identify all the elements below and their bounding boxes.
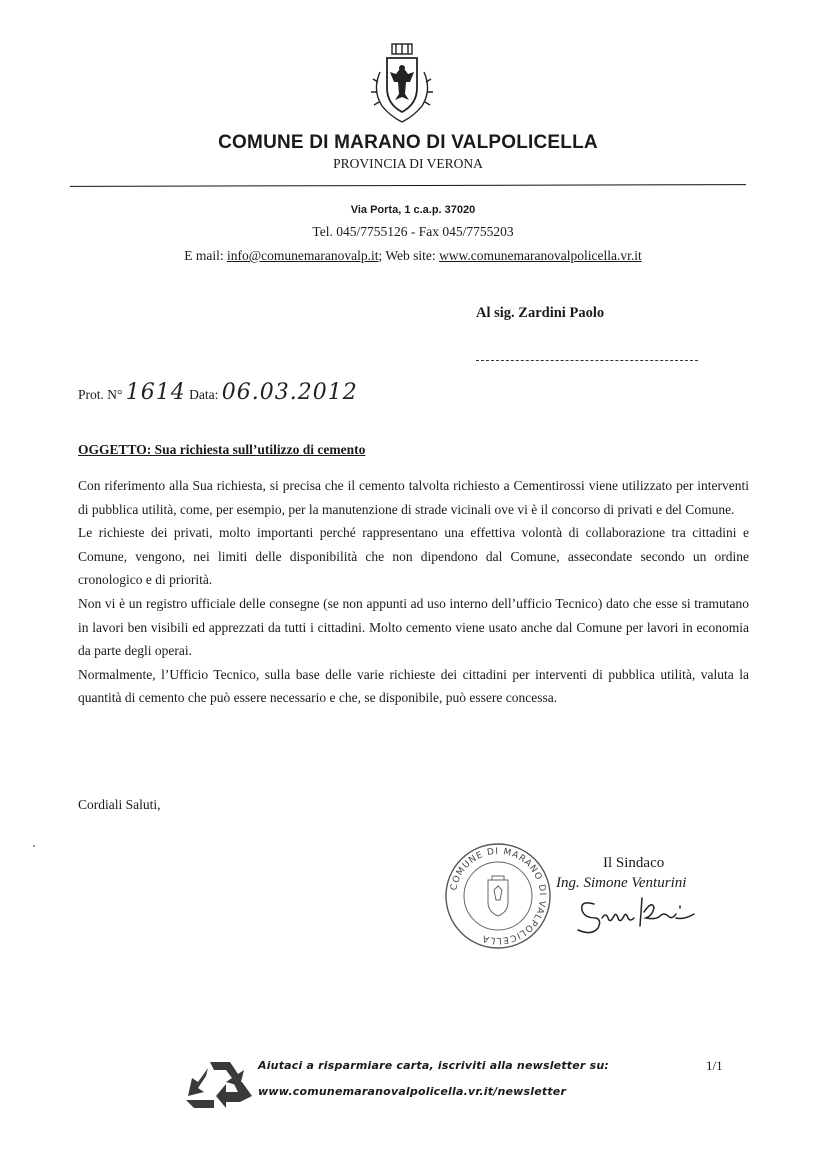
stamp-text: COMUNE DI MARANO DI VALPOLICELLA [449, 846, 548, 946]
email-link[interactable]: info@comunemaranovalp.it [227, 248, 379, 263]
body-paragraph: Le richieste dei privati, molto importanti perché rappresentano una effettiva volontà di collaborazione tra cittadini e Comune, vengono, nei limiti delle disponibilità che non dipendono dal Comune, assecondate secondo un ordine cronologico e di priorità. [78, 525, 749, 588]
body-paragraph: Non vi è un registro ufficiale delle consegne (se non appunti ad uso interno dell’ufficio Tecnico) dato che esse si tramutano in lavori ben visibili ed apprezzati da tutti i cittadini. Molto cemento viene usato anche dal Comune per lavori in economia da parte degli operai. [78, 595, 749, 659]
closing-greeting: Cordiali Saluti, [78, 797, 161, 812]
email-label: E mail: [184, 248, 227, 263]
signer-role: Il Sindaco [603, 855, 665, 871]
contact-line [0, 248, 826, 264]
scan-speck [33, 845, 35, 847]
recipient-address-line [476, 360, 698, 361]
letter-body [78, 474, 749, 710]
website-link[interactable]: www.comunemaranovalpolicella.vr.it [439, 248, 642, 263]
protocol-line [78, 380, 358, 405]
phone-fax: Tel. 045/7755126 - Fax 045/7755203 [312, 224, 514, 239]
web-label: ; Web site: [378, 248, 440, 263]
postal-address: Via Porta, 1 c.a.p. 37020 [350, 204, 476, 216]
municipal-crest-icon [366, 42, 438, 128]
official-stamp-icon [442, 840, 554, 952]
subject-line: OGGETTO: Sua richiesta sull’utilizzo di cemento [78, 442, 366, 457]
protocol-date: 06.03.2012 [221, 380, 358, 405]
municipality-title: COMUNE DI MARANO DI VALPOLICELLA [218, 132, 598, 153]
body-paragraph: Con riferimento alla Sua richiesta, si precisa che il cemento talvolta richiesto a Cementirossi viene utilizzato per interventi di pubblica utilità, come, per esempio, per la manutenzione di strade vicinali ove vi è il concorso di privati e del Comune. [78, 478, 749, 517]
recycle-icon [180, 1058, 260, 1110]
body-paragraph: Normalmente, l’Ufficio Tecnico, sulla base delle varie richieste dei cittadini per interventi di pubblica utilità, valuta la quantità di cemento che può essere necessario e che, se disponibile, può essere concessa. [78, 666, 749, 706]
province-subtitle: PROVINCIA DI VERONA [333, 156, 483, 171]
protocol-label: Prot. N° [78, 387, 123, 402]
date-label: Data: [189, 387, 219, 402]
newsletter-invite: Aiutaci a risparmiare carta, iscriviti alla newsletter su: [258, 1059, 609, 1072]
signer-name: Ing. Simone Venturini [556, 875, 687, 891]
protocol-number: 1614 [125, 380, 186, 405]
page-number: 1/1 [706, 1058, 723, 1073]
handwritten-signature-icon [572, 890, 698, 940]
recipient: Al sig. Zardini Paolo [476, 305, 605, 321]
header-divider [70, 184, 746, 187]
newsletter-link[interactable]: www.comunemaranovalpolicella.vr.it/newsletter [258, 1085, 567, 1098]
